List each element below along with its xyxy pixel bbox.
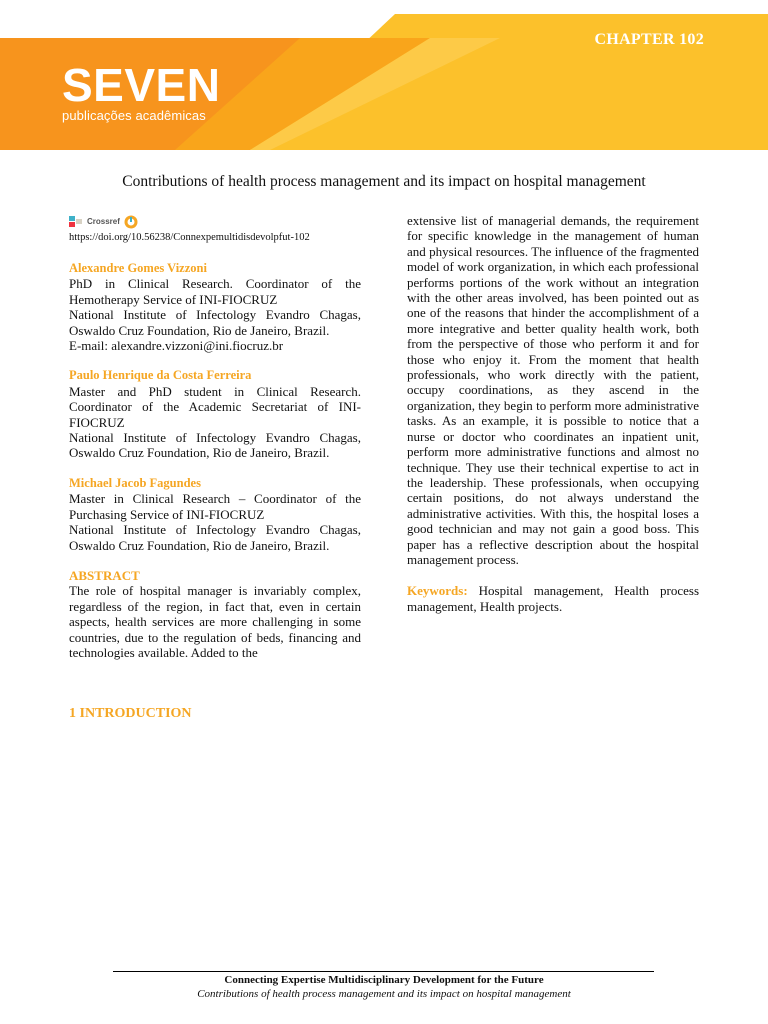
crossref-icon: [69, 216, 83, 228]
author-affiliation: National Institute of Infectology Evandro Chagas, Oswaldo Cruz Foundation, Rio de Janeiro, Brazil.: [69, 430, 361, 461]
abstract-text-left: The role of hospital manager is invariably complex, regardless of the region, in fact that, even in certain aspects, health services are more challenging in some countries, due to the regulation of beds, financing and technologies available. Added to the: [69, 583, 361, 660]
right-column: [407, 213, 699, 614]
introduction-heading: 1 INTRODUCTION: [69, 706, 192, 721]
chapter-label: CHAPTER 102: [594, 31, 704, 48]
abstract-text-right: extensive list of managerial demands, the requirement for specific knowledge in the management of human and physical resources. The influence of the fragmented model of work organization, in which each professional performs portions of the work without an integration with the other areas involved, has been pointed out as one of the reasons that hinder the accomplishment of a more integrative and better quality health work, both from the perspective of those who perform it and for those who enjoy it. From the moment that health professionals, who work directly with the patient, occupy coordinations, as they ascend in the organization, they begin to perform more administrative tasks. As an example, it is possible to notice that a nurse or doctor who coordinates an inpatient unit, perform more administrative functions and almost no technique. They use their technical expertise to act in the leadership. These professionals, when occupying certain positions, do not always understand the administrative activities. With this, the hospital loses a good technician and may not gain a good boss. This paper has a reflective description about the hospital management process.: [407, 213, 699, 567]
author-name: Michael Jacob Fagundes: [69, 475, 201, 490]
doi-link[interactable]: https://doi.org/10.56238/Connexpemultidisdevolpfut-102: [69, 232, 310, 243]
keywords-label: Keywords:: [407, 583, 468, 599]
author-name: Paulo Henrique da Costa Ferreira: [69, 368, 252, 383]
logo-wordmark: SEVEN: [62, 59, 221, 111]
author-affiliation: PhD in Clinical Research. Coordinator of the Hemotherapy Service of INI-FIOCRUZ: [69, 276, 361, 307]
author-email: E-mail: alexandre.vizzoni@ini.fiocruz.br: [69, 338, 284, 354]
keywords: [407, 583, 699, 614]
footer-chapter-title: Contributions of health process management and its impact on hospital management: [197, 988, 571, 1000]
author-affiliation: National Institute of Infectology Evandro Chagas, Oswaldo Cruz Foundation, Rio de Janeiro, Brazil.: [69, 307, 361, 338]
seven-logo: [62, 59, 221, 124]
author-affiliation: National Institute of Infectology Evandro Chagas, Oswaldo Cruz Foundation, Rio de Janeiro, Brazil.: [69, 522, 361, 553]
paper-title: Contributions of health process management and its impact on hospital management: [122, 173, 646, 190]
author-affiliation: Master and PhD student in Clinical Research. Coordinator of the Academic Secretariat of INI-FIOCRUZ: [69, 383, 361, 430]
crossmark-icon: [124, 215, 138, 229]
author-name: Alexandre Gomes Vizzoni: [69, 261, 207, 275]
logo-tagline: publicações acadêmicas: [62, 108, 206, 123]
author-affiliation: Master in Clinical Research – Coordinator of the Purchasing Service of INI-FIOCRUZ: [69, 491, 361, 522]
author-block: [69, 368, 361, 460]
keywords-text: Hospital management, Health process management, Health projects.: [407, 583, 700, 614]
abstract-heading: ABSTRACT: [69, 567, 140, 583]
left-column: [69, 213, 361, 660]
crossref-badge[interactable]: [69, 213, 361, 231]
crossref-label: Crossref: [87, 217, 120, 227]
footer-book-title: Connecting Expertise Multidisciplinary Development for the Future: [224, 974, 544, 986]
author-block: [69, 261, 361, 353]
footer-divider: [113, 971, 654, 972]
author-block: [69, 476, 361, 553]
